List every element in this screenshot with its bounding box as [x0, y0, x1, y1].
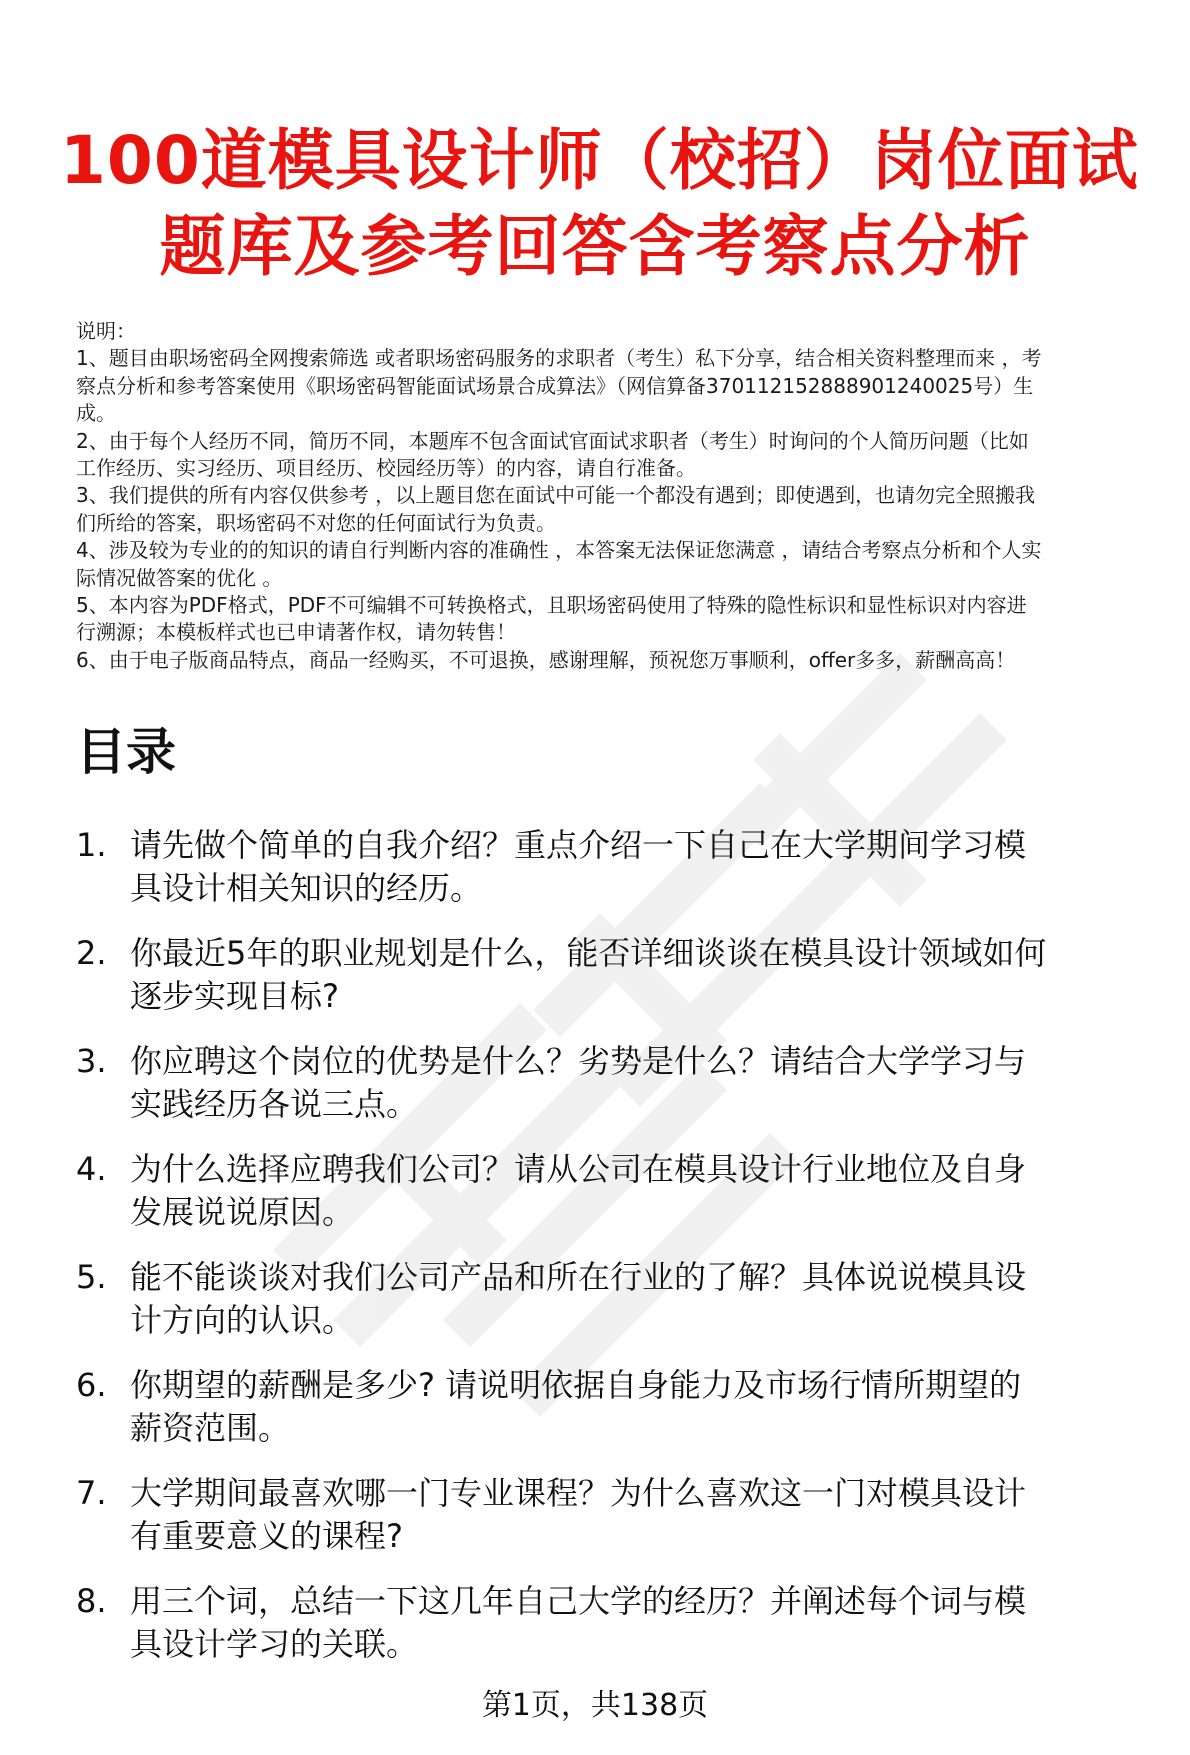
toc-item-text: 具设计相关知识的经历。	[130, 869, 483, 907]
toc-item-text: 有重要意义的课程?	[130, 1517, 403, 1555]
note-line: 3、我们提供的所有内容仅供参考 ，以上题目您在面试中可能一个都没有遇到；即使遇到，也请勿完全照搬我	[76, 483, 1036, 508]
toc-item	[76, 1364, 1176, 1472]
toc-item-text: 逐步实现目标?	[130, 977, 339, 1015]
toc-list	[76, 824, 1176, 1688]
toc-item-text: 具设计学习的关联。	[130, 1625, 419, 1663]
toc-item-number: 3.	[76, 1042, 107, 1080]
page-number: 第1页，共138页	[481, 1688, 709, 1723]
toc-item-text: 实践经历各说三点。	[130, 1085, 419, 1123]
toc-item	[76, 1472, 1176, 1580]
toc-item	[76, 932, 1176, 1040]
toc-item-number: 8.	[76, 1582, 107, 1620]
toc-item-text: 能不能谈谈对我们公司产品和所在行业的了解？具体说说模具设	[130, 1258, 1027, 1296]
instructions-block	[76, 318, 1162, 674]
toc-item	[76, 1040, 1176, 1148]
toc-item	[76, 1148, 1176, 1256]
toc-item-number: 6.	[76, 1366, 107, 1404]
toc-item-text: 你应聘这个岗位的优势是什么？劣势是什么？请结合大学学习与	[130, 1042, 1027, 1080]
note-line: 6、由于电子版商品特点，商品一经购买，不可退换，感谢理解，预祝您万事顺利，offer多多，薪酬高高！	[76, 647, 1016, 672]
toc-item	[76, 1580, 1176, 1688]
toc-item-text: 为什么选择应聘我们公司？请从公司在模具设计行业地位及自身	[130, 1150, 1027, 1188]
note-line: 5、本内容为PDF格式，PDF不可编辑不可转换格式，且职场密码使用了特殊的隐性标识和显性标识对内容进	[76, 593, 1027, 618]
note-line: 4、涉及较为专业的的知识的请自行判断内容的准确性 ，本答案无法保证您满意 ，请结合考察点分析和个人实	[76, 538, 1042, 563]
note-line: 们所给的答案，职场密码不对您的任何面试行为负责。	[76, 510, 556, 535]
toc-item-text: 你最近5年的职业规划是什么，能否详细谈谈在模具设计领域如何	[130, 934, 1047, 972]
toc-item-number: 1.	[76, 826, 107, 864]
toc-item-text: 大学期间最喜欢哪一门专业课程？为什么喜欢这一门对模具设计	[130, 1474, 1027, 1512]
note-line: 成。	[76, 401, 116, 426]
toc-item	[76, 1256, 1176, 1364]
document-title	[60, 118, 1139, 290]
toc-item-text: 计方向的认识。	[130, 1301, 355, 1339]
note-line: 工作经历、实习经历、项目经历、校园经历等）的内容，请自行准备。	[76, 456, 696, 481]
toc-item-number: 5.	[76, 1258, 107, 1296]
note-line: 行溯源；本模板样式也已申请著作权，请勿转售！	[76, 620, 516, 645]
toc-item-text: 你期望的薪酬是多少? 请说明依据自身能力及市场行情所期望的	[130, 1366, 1022, 1404]
toc-item-text: 请先做个简单的自我介绍？重点介绍一下自己在大学期间学习模	[130, 826, 1027, 864]
toc-heading: 目录	[76, 723, 176, 781]
note-line: 说明：	[76, 319, 136, 343]
toc-item	[76, 824, 1176, 932]
note-line: 1、题目由职场密码全网搜索筛选 或者职场密码服务的求职者（考生）私下分享，结合相关资料整理而来 ，考	[76, 346, 1042, 371]
note-line: 际情况做答案的优化 。	[76, 565, 283, 590]
toc-item-text: 发展说说原因。	[130, 1193, 355, 1231]
title-line-2: 题库及参考回答含考察点分析	[159, 208, 1031, 285]
note-line: 2、由于每个人经历不同，简历不同，本题库不包含面试官面试求职者（考生）时询问的个人简历问题（比如	[76, 428, 1029, 453]
toc-item-number: 4.	[76, 1150, 107, 1188]
note-line: 察点分析和参考答案使用《职场密码智能面试场景合成算法》（网信算备370112152888901240025号）生	[76, 373, 1034, 398]
toc-item-text: 薪资范围。	[130, 1409, 291, 1447]
title-line-1: 100道模具设计师（校招）岗位面试	[60, 122, 1139, 199]
toc-item-number: 7.	[76, 1474, 107, 1512]
toc-item-text: 用三个词，总结一下这几年自己大学的经历？并阐述每个词与模	[130, 1582, 1027, 1620]
toc-item-number: 2.	[76, 934, 107, 972]
